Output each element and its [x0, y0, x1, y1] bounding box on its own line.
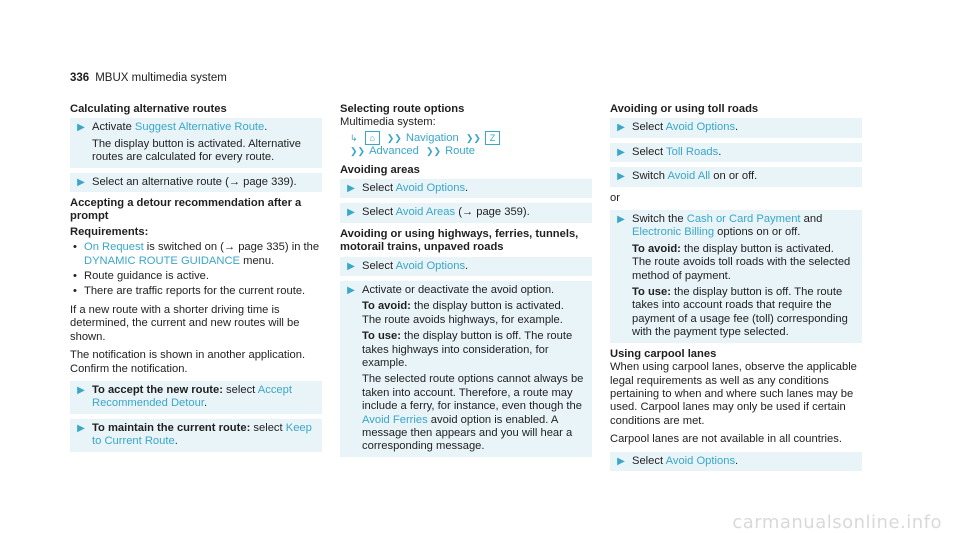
path-route[interactable]: Route	[445, 145, 475, 158]
column-1	[70, 103, 322, 457]
page-header	[70, 72, 227, 85]
column-3	[610, 103, 862, 476]
step-arrow-icon: ▶	[617, 122, 625, 134]
step-arrow-icon: ▶	[617, 455, 625, 467]
step-arrow-icon: ▶	[77, 176, 85, 188]
step-arrow-icon: ▶	[347, 207, 355, 219]
step-select-alternative: ▶ Select an alternative route (→ page 339).	[70, 173, 322, 192]
step-avoid-options-2: ▶ Select Avoid Options.	[340, 257, 592, 276]
path-advanced[interactable]: Advanced	[369, 145, 419, 158]
paragraph: If a new route with a shorter driving time is determined, the current and new routes will be shown.	[70, 303, 300, 343]
menu-path	[340, 131, 592, 159]
step-payment-options: ▶ Switch the Cash or Card Payment and Electronic Billing options on or off. To avoid: the display button is activated. The route avoids toll roads with the selected method of payment. To use: the display button is off. The route takes into account roads that require the payment of a usage fee (toll) corresponding with the payment type selected.	[610, 210, 862, 343]
link-cash-or-card-payment[interactable]: Cash or Card Payment	[686, 213, 801, 226]
z-icon[interactable]: Z	[485, 131, 500, 145]
step-accept-detour: ▶ To accept the new route: select Accept Recommended Detour.	[70, 381, 322, 414]
link-avoid-ferries[interactable]: Avoid Ferries	[362, 413, 428, 426]
path-arrow-icon: ↳	[350, 132, 358, 143]
link-on-request[interactable]: On Request	[84, 241, 144, 254]
step-toll-roads: ▶ Select Toll Roads.	[610, 143, 862, 162]
link-avoid-options[interactable]: Avoid Options	[665, 454, 736, 467]
chevron-right-icon: ❯❯	[350, 146, 366, 157]
page-number: 336	[70, 72, 90, 84]
path-navigation[interactable]: Navigation	[405, 131, 459, 144]
paragraph: Carpool lanes are not available in all countries.	[610, 433, 842, 446]
or-label: or	[610, 191, 620, 204]
link-avoid-all[interactable]: Avoid All	[667, 170, 711, 183]
step-arrow-icon: ▶	[347, 182, 355, 194]
page-section-title: MBUX multimedia system	[95, 72, 227, 84]
step-avoid-options: ▶ Select Avoid Options.	[610, 118, 862, 137]
list-item: • On Request is switched on (→ page 335) in the DYNAMIC ROUTE GUIDANCE menu.	[70, 241, 322, 268]
paragraph: The notification is shown in another application. Confirm the notification.	[70, 349, 306, 375]
step-activate-suggest: ▶ Activate Suggest Alternative Route. The display button is activated. Alternative routes are calculated for every route.	[70, 118, 322, 167]
watermark: carmanualsonline.info	[732, 511, 942, 533]
heading-avoid-highways: Avoiding or using highways, ferries, tunnels, motorail trains, unpaved roads	[340, 227, 579, 254]
heading-alternative-routes: Calculating alternative routes	[70, 103, 227, 115]
link-avoid-options[interactable]: Avoid Options	[395, 181, 466, 194]
step-avoid-areas: ▶ Select Avoid Areas (→ page 359).	[340, 203, 592, 222]
step-avoid-all: ▶ Switch Avoid All on or off.	[610, 167, 862, 186]
step-arrow-icon: ▶	[617, 146, 625, 158]
system-label: Multimedia system:	[340, 116, 436, 129]
heading-toll-roads: Avoiding or using toll roads	[610, 103, 759, 115]
step-arrow-icon: ▶	[617, 171, 625, 183]
chevron-right-icon: ❯❯	[425, 146, 442, 157]
link-avoid-options[interactable]: Avoid Options	[395, 259, 466, 272]
heading-avoiding-areas: Avoiding areas	[340, 163, 420, 176]
list-item: • Route guidance is active.	[70, 270, 322, 283]
link-electronic-billing[interactable]: Electronic Billing	[632, 226, 715, 239]
link-avoid-options[interactable]: Avoid Options	[665, 121, 736, 134]
step-avoid-options-3: ▶ Select Avoid Options.	[610, 452, 862, 471]
step-toggle-avoid: ▶ Activate or deactivate the avoid option. To avoid: the display button is activated. The route avoids highways, for example. To use: the display button is off. The route takes highways into consideration, for example. The selected route options cannot always be taken into account. Therefore, a route may include a ferry, for instance, even though the Avoid Ferries avoid option is enabled. A message then appears and you will hear a corresponding message.	[340, 281, 592, 457]
step-arrow-icon: ▶	[347, 285, 355, 297]
link-dynamic-route-guidance[interactable]: DYNAMIC ROUTE GUIDANCE	[84, 254, 241, 267]
heading-route-options: Selecting route options	[340, 103, 465, 115]
step-keep-route: ▶ To maintain the current route: select Keep to Current Route.	[70, 419, 322, 452]
column-2	[340, 103, 592, 462]
heading-accept-detour: Accepting a detour recommendation after a prompt	[70, 197, 302, 223]
requirements-label: Requirements:	[70, 225, 149, 238]
heading-carpool-lanes: Using carpool lanes	[610, 347, 717, 360]
link-toll-roads[interactable]: Toll Roads	[666, 145, 719, 158]
step-arrow-icon: ▶	[77, 384, 85, 396]
chevron-right-icon: ❯❯	[386, 132, 402, 143]
step-avoid-options: ▶ Select Avoid Options.	[340, 179, 592, 198]
requirements-list	[70, 241, 322, 299]
step-arrow-icon: ▶	[617, 214, 625, 226]
step-arrow-icon: ▶	[77, 422, 85, 434]
link-suggest-alternative-route[interactable]: Suggest Alternative Route	[134, 121, 265, 134]
chevron-right-icon: ❯❯	[465, 132, 481, 143]
list-item: • There are traffic reports for the current route.	[70, 285, 322, 298]
paragraph: When using carpool lanes, observe the applicable legal requirements as well as any conditions pertaining to when and where such lanes may be used. Carpool lanes may only be used if certain conditions are met.	[610, 361, 857, 427]
step-arrow-icon: ▶	[347, 260, 355, 272]
link-keep-current-route[interactable]: Keep to Current Route	[92, 421, 312, 448]
link-accept-recommended-detour[interactable]: Accept Recommended Detour	[92, 383, 292, 410]
step-arrow-icon: ▶	[77, 122, 85, 134]
link-avoid-areas[interactable]: Avoid Areas	[395, 206, 456, 219]
home-icon[interactable]: ⌂	[365, 131, 380, 145]
step-note: The display button is activated. Alternative routes are calculated for every route.	[92, 137, 301, 164]
